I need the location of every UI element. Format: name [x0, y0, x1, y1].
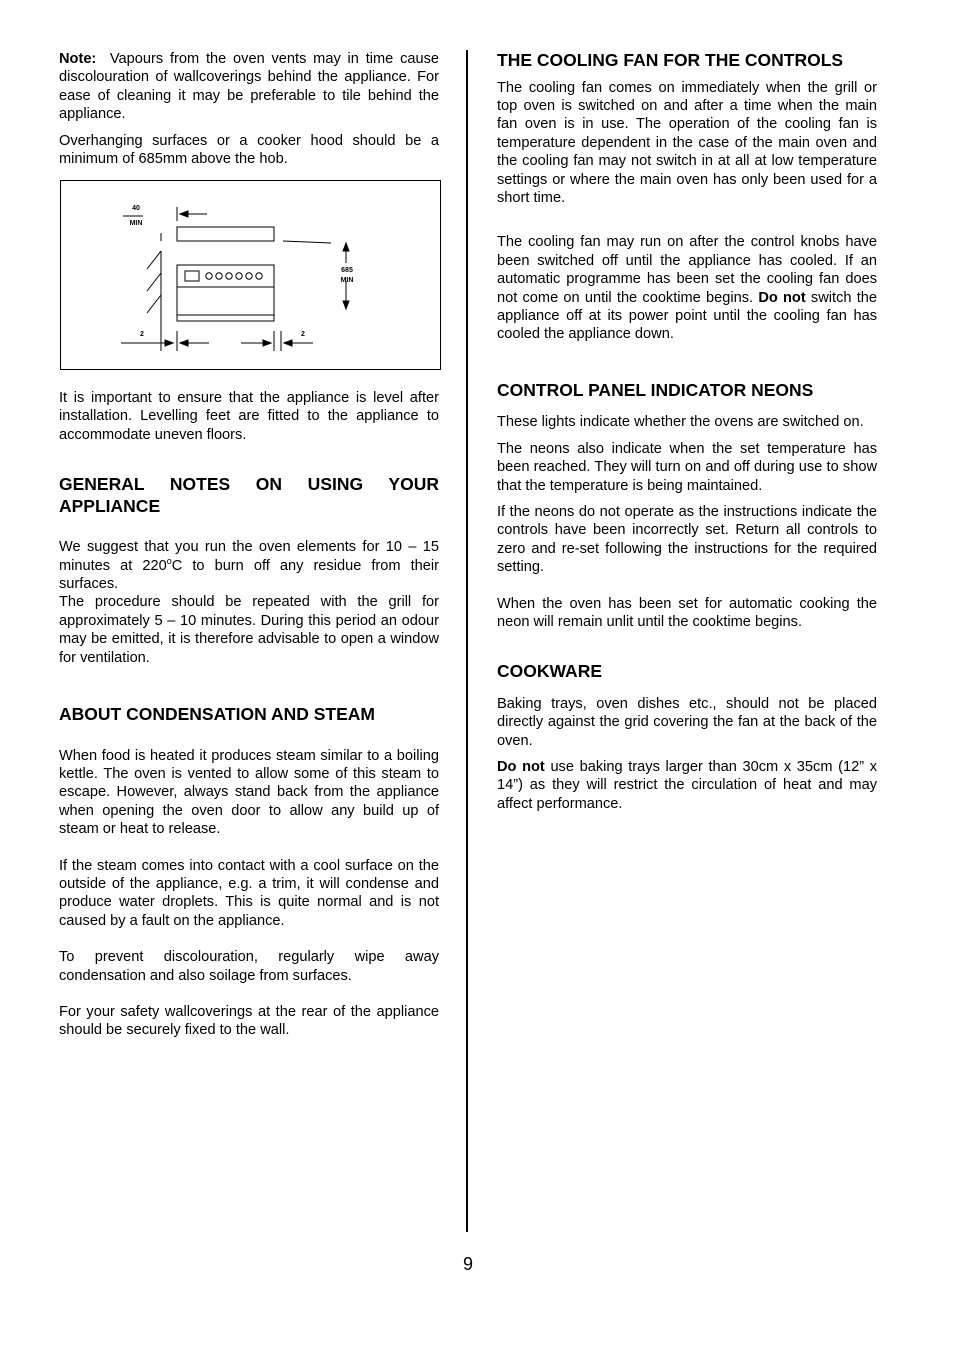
wall-hatch [147, 273, 161, 291]
note-paragraph [59, 50, 439, 124]
control-knob [216, 273, 222, 279]
column-divider [466, 50, 468, 1232]
condensation-heading: ABOUT CONDENSATION AND STEAM [59, 704, 375, 725]
left-column-lower [59, 389, 439, 1040]
general-notes-heading: GENERAL NOTES ON USING YOUR APPLIANCE [59, 474, 439, 516]
neons-heading: CONTROL PANEL INDICATOR NEONS [497, 379, 814, 400]
clearance-diagram-svg [61, 181, 440, 369]
cooling-fan-paragraph-2: The cooling fan may run on after the control knobs have been switched off until the appliance has cooled. If an automatic programme has been set the cooling fan does not come on until the cooktime begins. Do not switch the appliance off at its power point until the cooling fan has cooled the appliance down. [497, 234, 877, 343]
hood-line [283, 241, 331, 243]
cooling-fan-heading: THE COOLING FAN FOR THE CONTROLS [497, 50, 844, 70]
general-notes-paragraph-1: We suggest that you run the oven elements for 10 – 15 minutes at 220$^o$C to burn off any residue from their surfaces. [59, 539, 439, 593]
general-notes-paragraph-2: The procedure should be repeated with the grill for approximately 5 – 10 minutes. During this period an odour may be emitted, it is therefore advisable to open a window for ventilation. [59, 594, 439, 666]
height-arrow-bottom [343, 301, 349, 309]
bottom-left-label: 2 [140, 331, 144, 338]
height-dimension-sub: MIN [340, 277, 354, 284]
height-arrow-top [343, 243, 349, 251]
note-label: Note: [59, 51, 97, 67]
bottom-right-inner-arrow [263, 340, 271, 346]
wall-hatch [147, 295, 161, 313]
clearance-diagram [60, 180, 441, 370]
note-text: Vapours from the oven vents may in time cause discolouration of wallcoverings behind the appliance. For ease of cleaning it may be preferable to tile behind the appliance. [59, 51, 440, 123]
condensation-paragraph-3: To prevent discolouration, regularly wipe away condensation and also soilage from surfaces. [59, 949, 439, 984]
top-dimension-sub: MIN [129, 220, 143, 227]
condensation-paragraph-4: For your safety wallcoverings at the rear of the appliance should be securely fixed to the wall. [59, 1004, 439, 1039]
top-dimension-arrow [180, 211, 188, 217]
page-number: 9 [462, 1254, 473, 1274]
cookware-paragraph-1: Baking trays, oven dishes etc., should not be placed directly against the grid covering the fan at the back of the oven. [497, 695, 877, 749]
control-knob [256, 273, 262, 279]
appliance-plinth [177, 315, 274, 321]
control-knob [246, 273, 252, 279]
neons-paragraph-2: The neons also indicate when the set temperature has been reached. They will turn on and off during use to show that the temperature is being maintained. [497, 440, 877, 494]
condensation-paragraph-1: When food is heated it produces steam similar to a boiling kettle. The oven is vented to allow some of this steam to escape. However, always stand back from the appliance when opening the oven door to allow any build up of steam or heat to release. [59, 747, 439, 838]
cookware-paragraph-2: Do not use baking trays larger than 30cm x 35cm (12” x 14”) as they will restrict the circulation of heat and may affect performance. [497, 759, 878, 812]
level-paragraph: It is important to ensure that the appliance is level after installation. Levelling feet are fitted to the appliance to accommodate uneven floors. [59, 390, 439, 443]
bottom-left-arrow [165, 340, 173, 346]
neons-paragraph-4: When the oven has been set for automatic cooking the neon will remain unlit until the cooktime begins. [497, 595, 877, 630]
right-column [497, 50, 877, 813]
top-dimension-label: 40 [132, 205, 140, 212]
left-column [59, 50, 439, 168]
wall-hatch [147, 251, 161, 269]
bottom-left-inner-arrow [180, 340, 188, 346]
condensation-paragraph-2: If the steam comes into contact with a cool surface on the outside of the appliance, e.g. a trim, it will condense and produce water droplets. This is quite normal and is not caused by a fault on the appliance. [59, 857, 439, 929]
bottom-right-arrow [284, 340, 292, 346]
control-knob [206, 273, 212, 279]
cooker-hood [177, 227, 274, 241]
neons-paragraph-3: If the neons do not operate as the instructions indicate the controls have been incorrectly set. Return all controls to zero and re-set following the instructions for the required setting. [497, 503, 877, 576]
neons-paragraph-1: These lights indicate whether the ovens are switched on. [497, 414, 864, 431]
control-knob [226, 273, 232, 279]
bottom-right-label: 2 [301, 331, 305, 338]
height-dimension-label: 685 [341, 267, 353, 274]
cookware-heading: COOKWARE [497, 661, 602, 682]
appliance-display [185, 271, 199, 281]
overhang-paragraph: Overhanging surfaces or a cooker hood should be a minimum of 685mm above the hob. [59, 132, 439, 168]
cooling-fan-paragraph-1: The cooling fan comes on immediately when the grill or top oven is switched on and after a time when the main fan oven is in use. The operation of the cooling fan is temperature dependent in the case of the main oven and the cooling fan may not switch in at all at low temperature settings or where the main oven has only been used for a short time. [497, 79, 877, 206]
control-knob [236, 273, 242, 279]
